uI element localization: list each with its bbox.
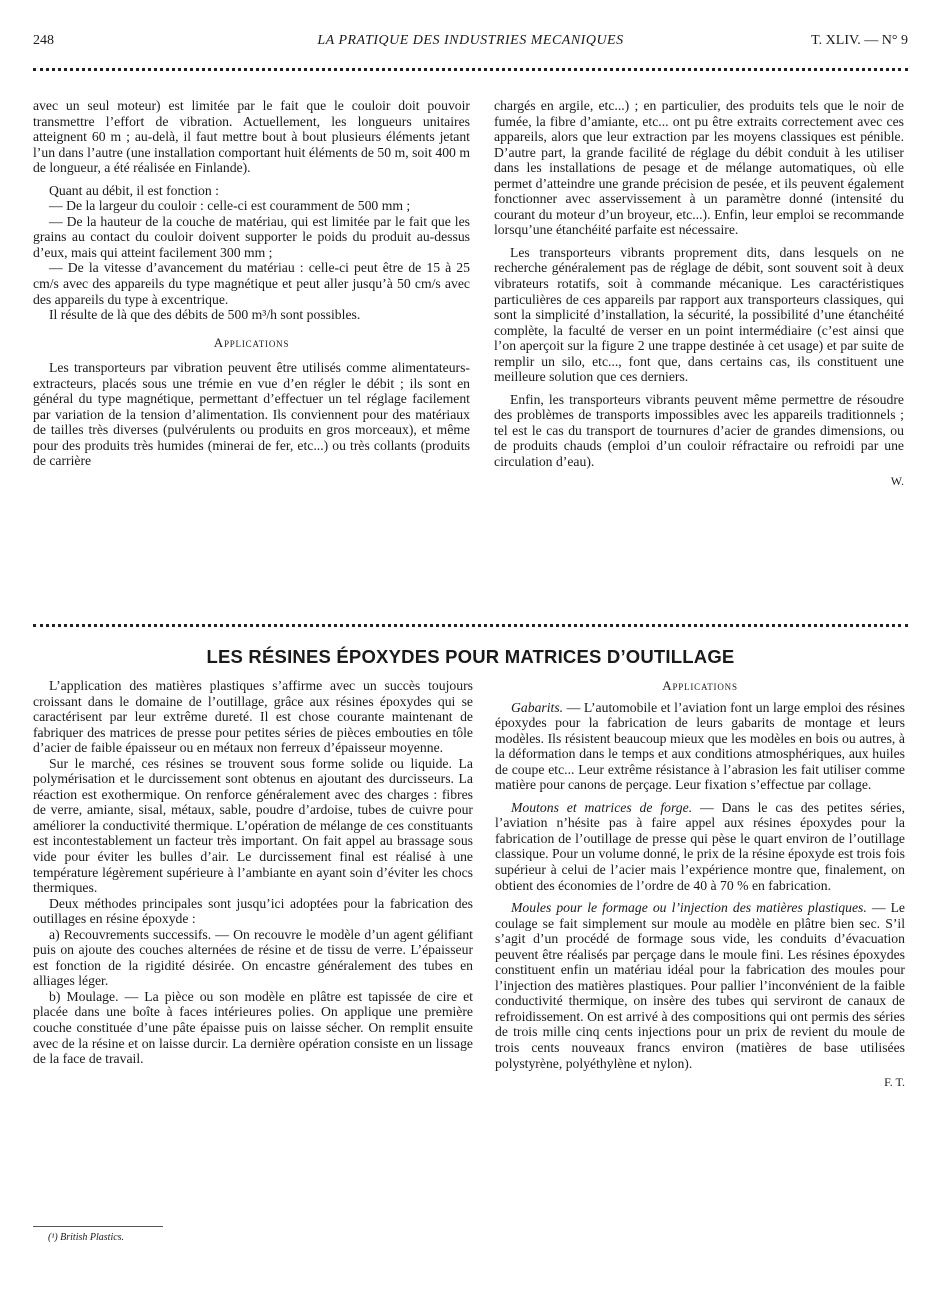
footnote: (¹) British Plastics.	[48, 1232, 125, 1243]
page-number: 248	[33, 33, 54, 48]
article2-right-column	[495, 672, 905, 1091]
header-rule	[33, 68, 908, 71]
paragraph: Sur le marché, ces résines se trouvent sous forme solide ou liquide. La polymérisation et le durcissement sont obtenus en ajoutant des durcisseurs. La réaction est exothermique. On renforce généralement avec des charges : fibres de verre, amiante, sisal, métaux, sable, poudre d’ardoise, tubes de cuivre pour améliorer la conductivité thermique. L’opération de mélange de ces constituants est incontestablement un facteur très important. On fait appel au brassage sous vide pour éviter les bulles d’air. Le durcissement final est réalisé à une température légèrement supérieure à l’ambiante en ayant soin d’éviter les chocs thermiques.	[33, 755, 473, 896]
paragraph-lead: Moutons et matrices de forge.	[511, 799, 693, 815]
article2-left-column	[33, 678, 473, 1067]
paragraph: avec un seul moteur) est limitée par le fait que le couloir doit pouvoir transmettre l’effort de vibration. Actuellement, les longueurs unitaires atteignent 60 m ; au-delà, il faut mettre bout à bout plusieurs éléments jetant l’un dans l’autre (une installation comportant huit éléments de 50 m, soit 400 m de longueur, a été réalisée en Finlande).	[33, 98, 470, 176]
paragraph: Quant au débit, il est fonction :	[49, 182, 219, 198]
article1-left-column	[33, 98, 470, 469]
paragraph	[495, 700, 905, 793]
list-item: — De la largeur du couloir : celle-ci est couramment de 500 mm ;	[49, 198, 411, 214]
journal-title: LA PRATIQUE DES INDUSTRIES MECANIQUES	[317, 33, 624, 48]
paragraph: a) Recouvrements successifs. — On recouvre le modèle d’un agent gélifiant puis on ajoute des couches alternées de résine et de tissu de verre. L’épaisseur est fonction de la rigidité désirée. On encastre généralement des tubes en alliages léger.	[33, 926, 473, 989]
paragraph: b) Moulage. — La pièce ou son modèle en plâtre est tapissée de cire et placée dans une boîte à faces intérieures polies. On applique une première couche constituée d’une pâte épaisse puis on laisse sécher. On remplit ensuite avec de la résine et on laisse durcir. La dernière opération consiste en un lissage de la face de travail.	[33, 988, 473, 1067]
footnote-rule	[33, 1226, 163, 1227]
page-header	[33, 33, 908, 53]
paragraph: Enfin, les transporteurs vibrants peuvent même permettre de résoudre des problèmes de transports impossibles avec les appareils traditionnels ; tel est le cas du transport de tournures d’acier de grandes dimensions, ou de produits chauds (emploi d’un couloir réfractaire ou refroidi par une circulation d’eau).	[494, 391, 904, 470]
article-separator-rule	[33, 624, 908, 627]
article-signature: W.	[890, 473, 904, 488]
paragraph-body: — L’automobile et l’aviation font un large emploi des résines époxydes pour la fabrication de leurs gabarits de montage et leurs modèles. Ils résistent beaucoup mieux que les modèles en bois ou autres, à la déformation dans le temps et aux conditions atmosphériques, aux huiles de coupe etc... Leur extrême résistance à l’abrasion les fait utiliser comme matière pour canons de perçage. Leur fixation s’effectue par collage.	[495, 699, 905, 793]
paragraph: Il résulte de là que des débits de 500 m³/h sont possibles.	[49, 307, 361, 323]
paragraph-body: — Le coulage se fait simplement sur moule au modèle en plâtre bien sec. S’il s’agit d’un procédé de formage sous vide, les conduits d’évacuation peuvent être réalisés par perçage dans le moule fini. Les résines époxydes constituent enfin un matériau idéal pour la fabrication des moules pour l’injection des matières plastiques. Pour pallier l’inconvénient de la faible conductivité thermique, on insère des tubes qui serviront de canaux de refroidissement. On est arrivé à des compositions qui ont permis des séries de trois mille cinq cents injections pour un prix de revient du moule de trois cents nouveaux francs environ (matières de base utilisées polystyrène, polyéthylène et nylon).	[495, 900, 905, 1071]
section-heading: Applications	[662, 678, 738, 693]
paragraph: chargés en argile, etc...) ; en particulier, des produits tels que le noir de fumée, la fibre d’amiante, etc... ont pu être extraits correctement avec ces appareils, alors que leur extraction par les moyens classiques est pénible. D’autre part, la grande facilité de réglage du débit conduit à les utiliser dans les installations de pesage et de mélange automatiques, où elle permet d’atteindre une grande précision de pesée, et ils peuvent également fonctionner avec asservissement à un paramètre donné (intensité du courant du moteur d’un broyeur, etc...). Enfin, leur emploi se recommande lorsqu’une étanchéité parfaite est nécessaire.	[494, 98, 904, 238]
section-heading: Applications	[213, 334, 290, 350]
paragraph	[495, 800, 905, 893]
paragraph	[495, 900, 905, 1071]
paragraph-body: — Dans le cas des petites séries, l’aviation n’hésite pas à faire appel aux résines époxydes pour la fabrication de l’outillage de presse qui pèse le quart environ de l’outillage classique. Pour un volume donné, le prix de la résine époxyde est trois fois supérieur à celui de l’acier mais l’expérience montre que, finalement, on obtient des économies de l’ordre de 40 à 70 % en fabrication.	[495, 799, 906, 893]
article1-right-column	[494, 98, 904, 489]
paragraph: Les transporteurs par vibration peuvent être utilisés comme alimentateurs-extracteurs, placés sous une trémie en vue d’en régler le débit ; ils sont en général du type magnétique, permettant d’effectuer un tel réglage facilement par variation de la tension d’alimentation. Ils conviennent pour des matériaux de tailles très diverses (pulvérulents ou produits en gros morceaux), et même pour des produits très humides (minerai de fer, etc...) ou très collants (produits de carrière	[33, 360, 470, 469]
volume-number: T. XLIV. — N° 9	[811, 33, 908, 48]
paragraph-lead: Moules pour le formage ou l’injection des matières plastiques.	[511, 900, 867, 916]
list-item: — De la hauteur de la couche de matériau, qui est limitée par le fait que les grains au contact du couloir doivent supporter le poids du produit au-dessus d’eux, mais qui atteint facilement 300 mm ;	[33, 213, 470, 260]
article-signature: F. T.	[884, 1075, 905, 1090]
paragraph-lead: Gabarits.	[511, 699, 564, 715]
list-item: — De la vitesse d’avancement du matériau : celle-ci peut être de 15 à 25 cm/s avec des appareils du type magnétique et peut aller jusqu’à 50 cm/s avec des appareils du type à excentrique.	[33, 260, 470, 307]
paragraph: Les transporteurs vibrants proprement dits, dans lesquels on ne recherche généralement pas de réglage de débit, sont souvent soit à deux vibrateurs rotatifs, soit à commande mécanique. Les caractéristiques particulières de ces appareils par rapport aux transporteurs classiques, qui sont la simplicité d’installation, la sécurité, la possibilité d’une étanchéité complète, la faculté de verser en un point intermédiaire (c’est ainsi que l’on aperçoit sur la figure 2 une trappe destinée à cet usage) et par suite de remplir un silo, etc..., font que, dans certains cas, ils constituent une meilleure solution que ces derniers.	[494, 244, 904, 385]
paragraph: L’application des matières plastiques s’affirme avec un succès toujours croissant dans le domaine de l’outillage, grâce aux résines époxydes qui se caractérisent par leur extrême dureté. Il est chose courante maintenant de fabriquer des matrices de presse pour petites séries de pièces embouties en tôle d’acier de faible épaisseur ou en métaux non ferreux d’épaisseur moyenne.	[33, 678, 473, 756]
paragraph: Deux méthodes principales sont jusqu’ici adoptées pour la fabrication des outillages en résine époxyde :	[33, 895, 473, 927]
article-title: LES RÉSINES ÉPOXYDES POUR MATRICES D’OUTILLAGE	[206, 646, 735, 667]
